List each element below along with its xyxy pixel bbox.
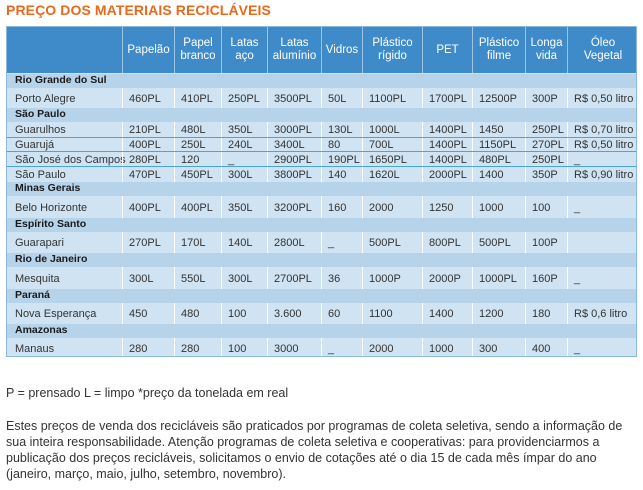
column-header: PET [422, 27, 472, 73]
price-cell: 160P [525, 267, 567, 290]
price-cell: 3200PL [267, 196, 321, 219]
price-cell [567, 232, 637, 254]
region-label: Rio de Janeiro [15, 253, 88, 265]
region-label: Paraná [15, 289, 51, 301]
price-cell: R$ 0,50 litro [567, 138, 637, 152]
price-cell: 1400PL [422, 152, 472, 167]
price-cell: 400PL [174, 196, 221, 219]
region-label: Minas Gerais [15, 182, 81, 194]
table-row [7, 302, 636, 325]
price-cell: 1250 [422, 196, 472, 219]
price-cell: 350P [525, 167, 567, 183]
price-cell: 190PL [321, 152, 362, 167]
price-cell: 1400PL [422, 122, 472, 138]
price-cell: 500PL [472, 232, 525, 254]
column-header: Óleo Vegetal [567, 27, 637, 73]
column-header: Vidros [321, 27, 362, 73]
price-cell: R$ 0,70 litro [567, 122, 637, 138]
region-row [7, 324, 636, 337]
price-cell: 2700PL [267, 267, 321, 290]
price-cell: 2000P [422, 267, 472, 290]
region-label: Rio Grande do Sul [15, 74, 107, 86]
price-cell: 250PL [525, 152, 567, 167]
price-cell: 210PL [122, 122, 174, 138]
price-cell: 80 [321, 138, 362, 152]
price-cell: 300L [122, 267, 174, 290]
price-cell: 2000 [362, 196, 422, 219]
price-cell: _ [567, 196, 637, 219]
price-cell: 800PL [422, 232, 472, 254]
price-cell: 50L [321, 88, 362, 109]
region-label: Espírito Santo [15, 218, 87, 230]
table-row [7, 137, 636, 152]
info-paragraph: Estes preços de venda dos recicláveis são praticados por programas de coleta seletiva, sendo a informação de sua inteira responsabilidade. Atenção programas de coleta seletiva e cooperativas: para providenciarmos a publicação dos preços recicláveis, solicitamos o envio de cotações até o dia 15 de cada mês ímpar do ano (janeiro, março, maio, julho, setembro, novembro). [6, 419, 623, 481]
price-cell: 1400PL [422, 138, 472, 152]
price-cell: 3.600 [267, 303, 321, 325]
price-cell: 2000PL [422, 167, 472, 183]
price-cell: 170L [174, 232, 221, 254]
price-cell: 1650PL [362, 152, 422, 167]
price-cell: 100 [221, 303, 267, 325]
region-row [7, 108, 636, 121]
price-cell: 280 [122, 338, 174, 357]
price-cell: 1100PL [362, 88, 422, 109]
price-cell: 2800L [267, 232, 321, 254]
price-cell: 3000PL [267, 122, 321, 138]
table-row [7, 337, 636, 357]
price-cell: _ [321, 232, 362, 254]
price-cell: 470PL [122, 167, 174, 183]
price-cell: 450 [122, 303, 174, 325]
region-label: São Paulo [15, 108, 66, 120]
price-cell: 2900PL [267, 152, 321, 167]
region-row [7, 289, 636, 302]
price-cell: 480L [174, 122, 221, 138]
price-cell: 550L [174, 267, 221, 290]
price-cell: 700L [362, 138, 422, 152]
price-cell: 100 [221, 338, 267, 357]
price-cell: 3800PL [267, 167, 321, 183]
region-row [7, 253, 636, 266]
page-title: PREÇO DOS MATERIAIS RECICLÁVEIS [6, 2, 271, 18]
column-header: Latas alumínio [267, 27, 321, 73]
column-header: Papel branco [174, 27, 221, 73]
region-row [7, 74, 636, 87]
city-name: Guarapari [15, 237, 64, 249]
price-cell: 1000PL [472, 267, 525, 290]
price-cell: 280PL [122, 152, 174, 167]
price-cell: 12500P [472, 88, 525, 109]
price-cell: 270PL [122, 232, 174, 254]
price-cell: 140L [221, 232, 267, 254]
price-cell: 36 [321, 267, 362, 290]
city-name: Porto Alegre [15, 92, 76, 105]
price-cell: 120 [174, 152, 221, 167]
price-cell: 250PL [525, 122, 567, 138]
price-cell: 300 [472, 338, 525, 357]
price-cell: 3500PL [267, 88, 321, 109]
price-cell: 1000 [472, 196, 525, 219]
table-row [7, 151, 636, 167]
price-cell: 410PL [174, 88, 221, 109]
price-cell: _ [321, 338, 362, 357]
price-cell: _ [567, 152, 637, 167]
price-cell: 350L [221, 122, 267, 138]
table-row [7, 166, 636, 183]
price-cell: 480PL [472, 152, 525, 167]
column-header: Papelão [122, 27, 174, 73]
table-row [7, 121, 636, 138]
city-name: Guarujá [15, 139, 55, 151]
price-cell: 240L [221, 138, 267, 152]
price-cell: 1400 [422, 303, 472, 325]
price-cell: 1000 [422, 338, 472, 357]
price-cell: 300L [221, 167, 267, 183]
price-cell: 1450 [472, 122, 525, 138]
price-cell: 1700PL [422, 88, 472, 109]
price-cell: 180 [525, 303, 567, 325]
price-cell: 2000 [362, 338, 422, 357]
column-header: Longa vida [525, 27, 567, 73]
price-cell: R$ 0,6 litro [567, 303, 637, 325]
legend-text: P = prensado L = limpo *preço da tonelada em real [6, 386, 289, 400]
price-cell: _ [567, 267, 637, 290]
city-name: São José dos Campos [15, 153, 126, 166]
price-cell: R$ 0,90 litro [567, 167, 637, 183]
price-cell: 400PL [122, 138, 174, 152]
price-cell: 3000 [267, 338, 321, 357]
price-cell: 400PL [122, 196, 174, 219]
price-cell: 1620L [362, 167, 422, 183]
table-row [7, 87, 636, 109]
region-row [7, 182, 636, 195]
price-cell: 300L [221, 267, 267, 290]
price-cell: 250L [174, 138, 221, 152]
prices-table [6, 26, 637, 357]
price-cell: 270PL [525, 138, 567, 152]
price-cell: _ [567, 338, 637, 357]
table-row [7, 266, 636, 290]
price-cell: 400 [525, 338, 567, 357]
price-cell: 130L [321, 122, 362, 138]
price-cell: 1100 [362, 303, 422, 325]
price-cell: 250PL [221, 88, 267, 109]
price-cell: 450PL [174, 167, 221, 183]
price-cell: 480 [174, 303, 221, 325]
price-cell: R$ 0,50 litro [567, 88, 637, 109]
city-name: Belo Horizonte [15, 201, 88, 214]
price-cell: 100 [525, 196, 567, 219]
price-cell: 60 [321, 303, 362, 325]
city-name: Manaus [15, 343, 55, 355]
price-cell: 500PL [362, 232, 422, 254]
region-row [7, 218, 636, 231]
price-cell: 1000P [362, 267, 422, 290]
column-header: Plástico filme [472, 27, 525, 73]
city-name: Guarulhos [15, 124, 66, 136]
column-header: Latas aço [221, 27, 267, 73]
city-name: Mesquita [15, 272, 60, 285]
price-cell: 280 [174, 338, 221, 357]
price-cell: 100P [525, 232, 567, 254]
column-header: Plástico rígido [362, 27, 422, 73]
city-name: São Paulo [15, 169, 66, 181]
header-blank [7, 27, 122, 73]
price-cell: 1000L [362, 122, 422, 138]
price-cell: _ [221, 152, 267, 167]
price-cell: 1150PL [472, 138, 525, 152]
table-row [7, 195, 636, 219]
price-cell: 1200 [472, 303, 525, 325]
table-header [7, 27, 636, 73]
region-label: Amazonas [15, 324, 68, 336]
price-cell: 1400 [472, 167, 525, 183]
price-cell: 350L [221, 196, 267, 219]
price-cell: 460PL [122, 88, 174, 109]
table-row [7, 231, 636, 254]
price-cell: 160 [321, 196, 362, 219]
price-cell: 300P [525, 88, 567, 109]
price-cell: 140 [321, 167, 362, 183]
price-cell: 3400L [267, 138, 321, 152]
city-name: Nova Esperança [15, 308, 97, 320]
